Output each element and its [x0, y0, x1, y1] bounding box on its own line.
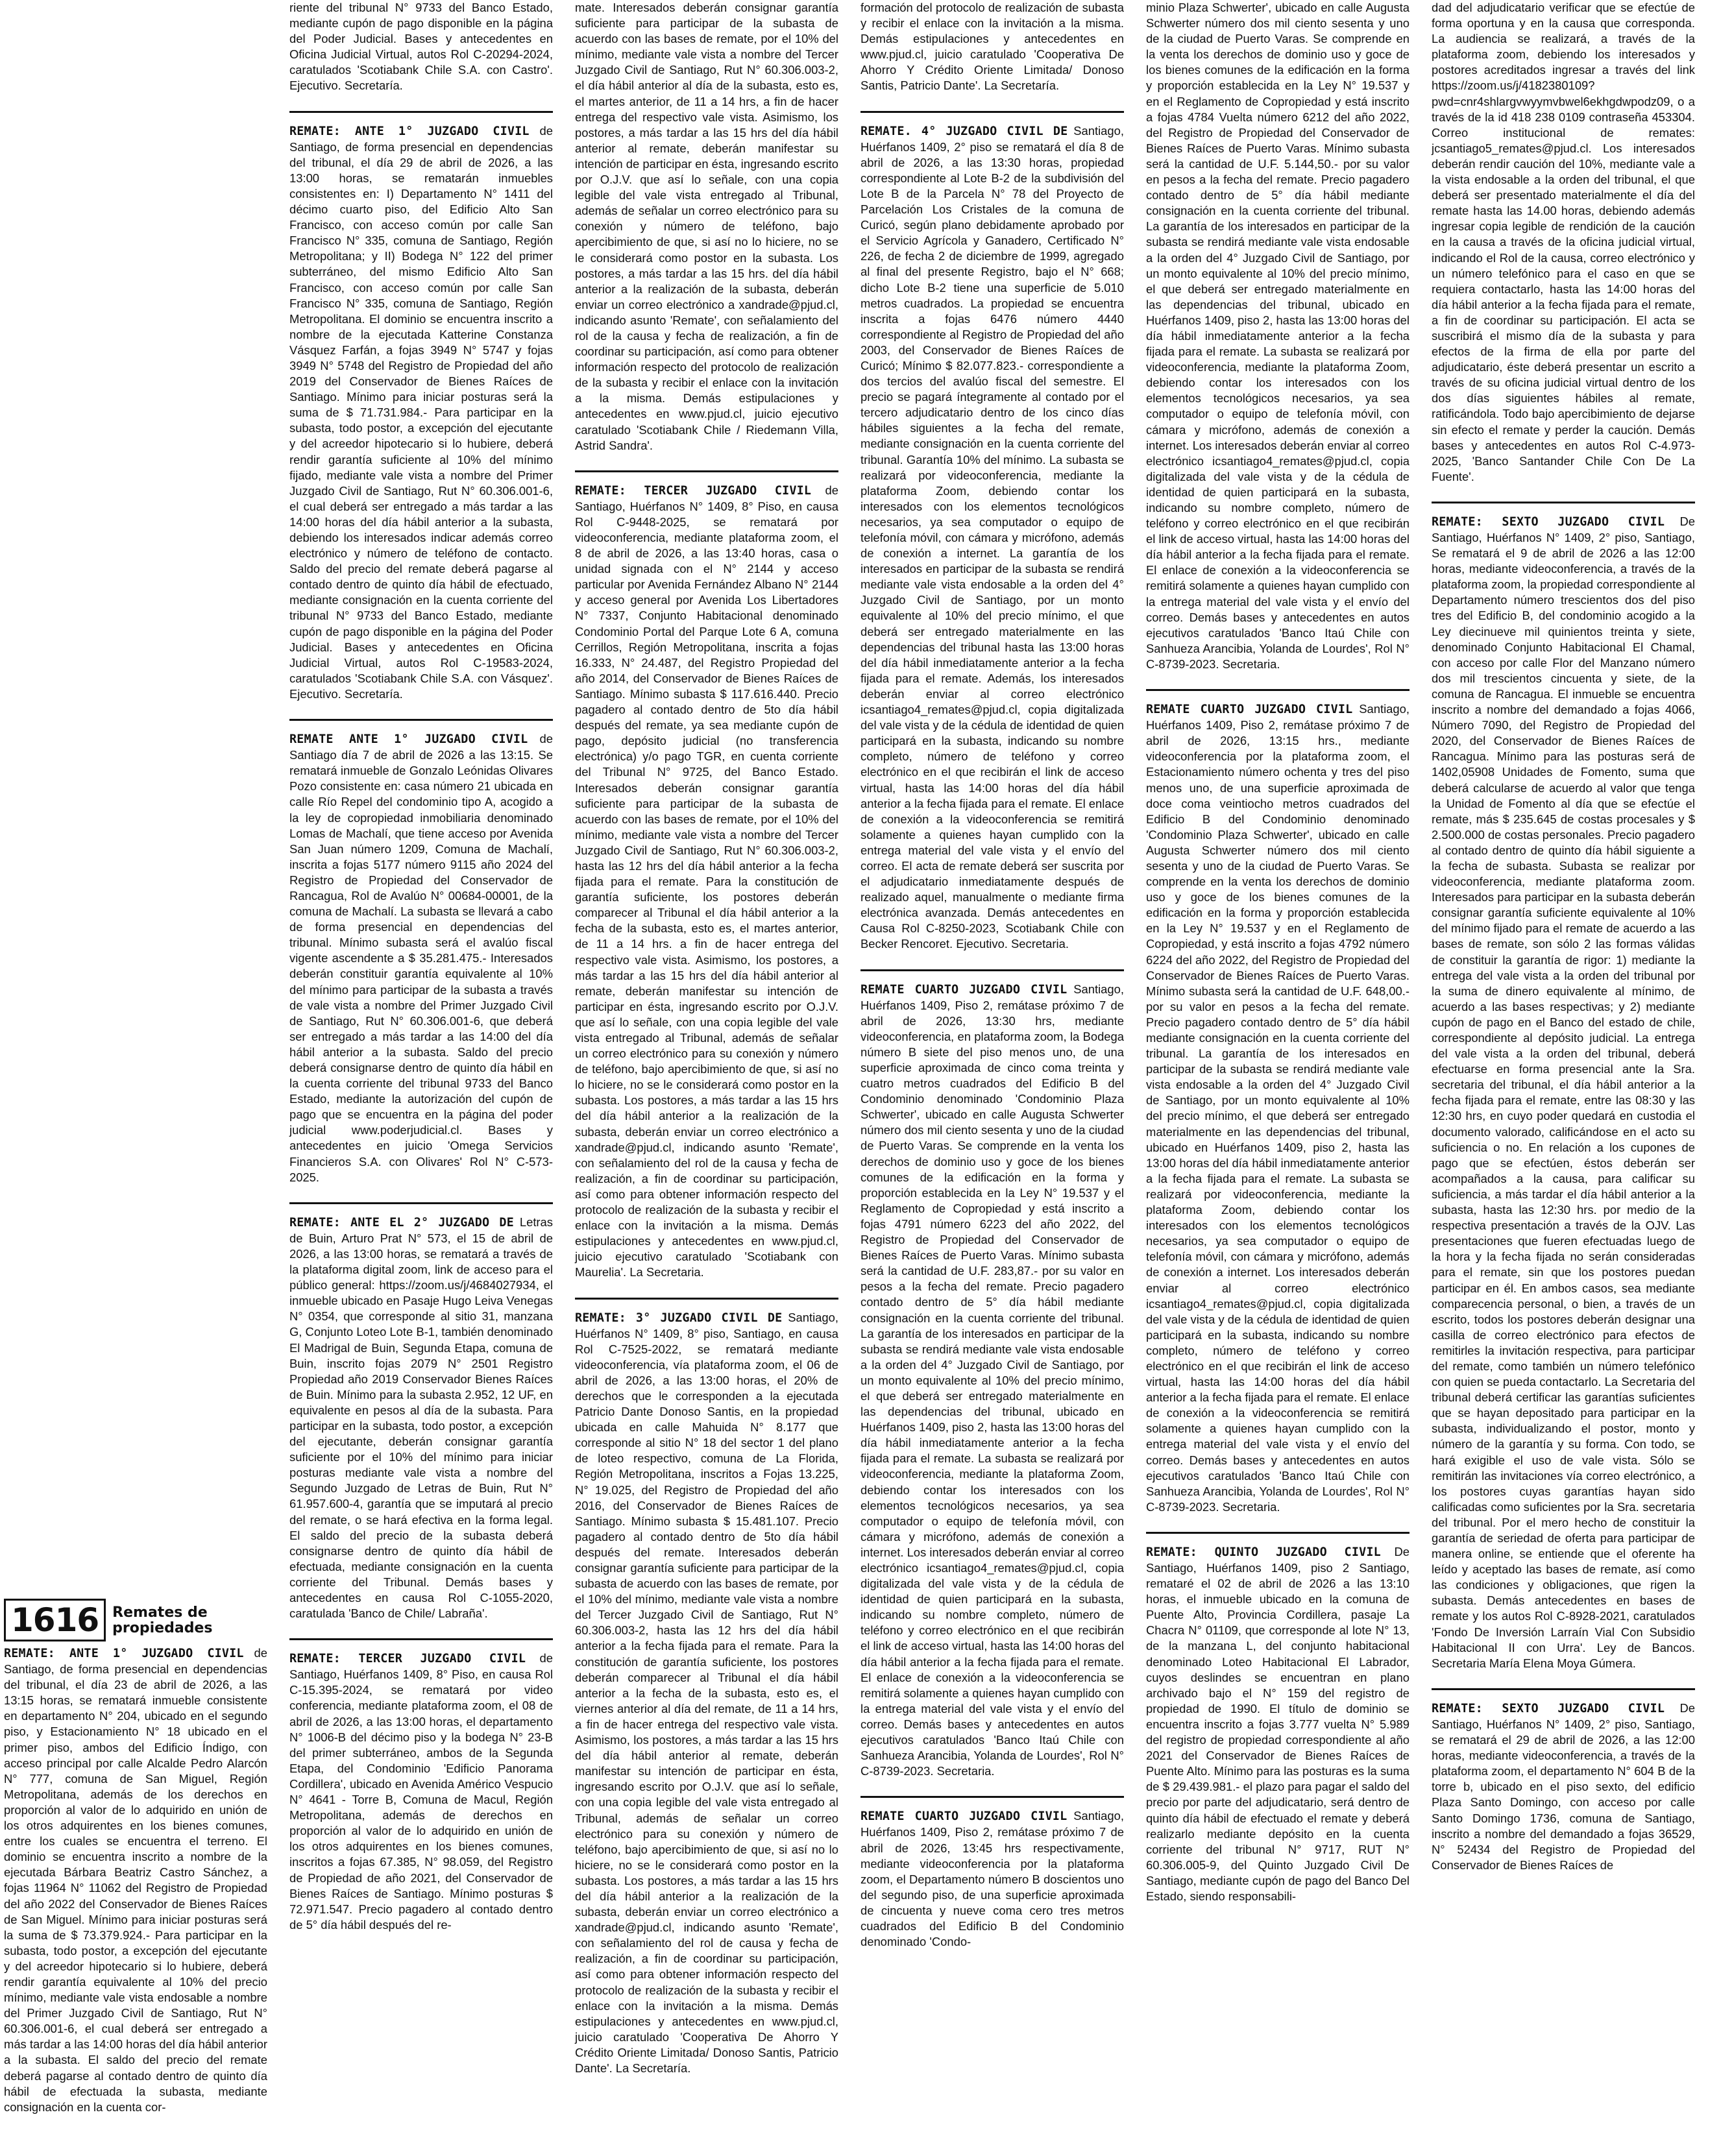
- notice-heading: REMATE: ANTE 1° JUZGADO CIVIL: [4, 1647, 244, 1660]
- notice-text: [860, 0, 1124, 94]
- section-label: Remates de propiedades: [112, 1605, 213, 1636]
- notice-body: Santiago, Huérfanos 1409, 2° piso se rematará el día 8 de abril de 2026, a las 13:30 horas, propiedad correspondiente al Lote B-2 de la subdivisión del Lote B de la Parcela N° 78 del Proyecto de Parcelación Los Cristales de la comuna de Curicó, según plano debidamente aprobado por el Servicio Agrícola y Ganadero, Certificado N° 226, de fecha 2 de diciembre de 1999, agregado al final del presente Registro, bajo el N° 668; dicho Lote B-2 tiene una superficie de 5.010 metros cuadrados. La propiedad se encuentra inscrita a fojas 6476 número 4440 correspondiente al Registro de Propiedad del año 2003, del Conservador de Bienes Raíces de Curicó; Mínimo $ 82.077.823.- correspondiente a dos tercios del avalúo fiscal del semestre. El precio se pagará íntegramente al contado por el tercero adjudicatario dentro de los cinco días hábiles siguientes a la fecha del remate, mediante consignación en la cuenta corriente del tribunal. Garantía 10% del mínimo. La subasta se realizará por videoconferencia, mediante la plataforma Zoom, debiendo contar los interesados con los elementos tecnológicos necesarios, ya sea computador o equipo de telefonía móvil, con cámara y micrófono, además de conexión a internet. La garantía de los interesados en participar de la subasta se rendirá mediante vale vista endosable a la orden del 4° Juzgado Civil de Santiago, por un monto equivalente al 10% del precio mínimo, el que deberá ser entregado materialmente en las dependencias del tribunal hasta las 13:00 horas del día hábil inmediatamente anterior a la fecha fijada para el remate. Además, los interesados deberán enviar al correo electrónico icsantiago4_remates@pjud.cl, copia digitalizada del vale vista y de la cédula de identidad de quien participará en la subasta, indicando su nombre completo, número de teléfono y correo electrónico en el que recibirán el link de acceso virtual, hasta las 14:00 horas del día hábil anterior a la fecha fijada para el remate. El enlace de conexión a la videoconferencia se remitirá solamente a quienes hayan cumplido con la entrega material del vale vista y el envío del correo. El acta de remate deberá ser suscrita por el adjudicatario inmediatamente después de realizado aquel, manualmente o mediante firma electrónica avanzada. Demás antecedentes en Causa Rol C-8250-2023, Scotiabank Chile con Becker Rencoret. Ejecutivo. Secretaria.: [860, 123, 1124, 951]
- auction-notice: [575, 1298, 838, 2077]
- auction-notice: [860, 969, 1124, 1780]
- notice-body: dad del adjudicatario verificar que se efectúe de forma oportuna y en la causa que corresponda. La audiencia se realizará, a través de la plataforma zoom, debiendo los interesados y postores acreditados ingresar a través del link https://zoom.us/j/4182380109?pwd=cnr4shlargvwyymvbwel6ekhgdwpodz09, o a través de la id 418 238 0109 contraseña 453304. Correo institucional de remates: jcsantiago5_remates@pjud.cl. Los interesados deberán rendir caución del 10%, mediante vale a la vista endosable a la orden del tribunal, el que deberá ser presentado materialmente el día del remate hasta las 14.00 horas, debiendo además ingresar copia legible de rendición de la caución en la causa a través de la oficina judicial virtual, indicando el Rol de la causa, correo electrónico y un número telefónico para el caso en que se requiera contactarlo, hasta las 14:00 horas del día hábil anterior a la fecha fijada para el remate, a fin de coordinar su participación. El acta se suscribirá el mismo día de la subasta y para efectos de la firma de ella por parte del adjudicatario, éste deberá presentar un escrito a través de su oficina judicial virtual dentro de los dos días siguientes hábiles al remate, ratificándola. Todo bajo apercibimiento de dejarse sin efecto el remate y perder la caución. Demás bases y antecedentes en autos Rol C-4.973-2025, 'Banco Santander Chile Con De La Fuente'.: [1432, 1, 1695, 483]
- notice-body: de Santiago, Huérfanos 1409, 8° Piso, en causa Rol C-15.395-2024, se rematará por video conferencia, mediante plataforma zoom, el 08 de abril de 2026, a las 13:00 horas, el departamento N° 1006-B del décimo piso y la bodega N° 23-B del primer subterráneo, ambos de la Segunda Etapa, del Condominio 'Edificio Panorama Cordillera', ubicado en Avenida Américo Vespucio N° 4641 - Torre B, Comuna de Macul, Región Metropolitana, además de derechos en proporción al valor de lo adquirido en unión de los otros adquirentes en los bienes comunes, inscritos a fojas 67.385, N° 98.059, del Registro de Propiedad de año 2021, del Conservador de Bienes Raíces de Santiago. Mínimo posturas $ 72.971.547. Precio pagadero al contado dentro de 5° día hábil después del re-: [289, 1651, 553, 1932]
- notice-divider: [1432, 1688, 1695, 1690]
- notice-text: [289, 1215, 553, 1621]
- auction-notice: [575, 0, 838, 454]
- notice-text: [289, 731, 553, 1185]
- auction-notice: [860, 111, 1124, 952]
- notice-body: Santiago, Huérfanos N° 1409, 8° piso, Santiago, en causa Rol C-7525-2022, se rematará mediante videoconferencia, vía plataforma zoom, el 06 de abril de 2026, a las 13:00 horas, el 20% de derechos que le corresponden a la ejecutada Patricio Dante Donoso Santis, en la propiedad ubicada en calle Mahuida N° 8.177 que corresponde al sitio N° 18 del sector 1 del plano de loteo respectivo, comuna de La Florida, Región Metropolitana, inscritos a Fojas 13.225, N° 19.025, del Registro de Propiedad del año 2016, del Conservador de Bienes Raíces de Santiago. Mínimo subasta $ 15.481.107. Precio pagadero al contado dentro de 5to día hábil después del remate. Interesados deberán consignar garantía suficiente para participar de la subasta de acuerdo con las bases de remate, por el 10% del mínimo, mediante vale vista a nombre del Tercer Juzgado Civil de Santiago, Rut N° 60.306.003-2, hasta las 12 hrs del día hábil anterior a la fecha fijada para el remate. Para la constitución de garantía suficiente, los postores deberán comparecer al Tribunal el día hábil anterior a la fecha de la subasta, esto es, el viernes anterior al día del remate, de 11 a 14 hrs, a fin de hacer entrega del respectivo vale vista. Asimismo, los postores, a más tardar a las 15 hrs del día hábil anterior al remate, deberán manifestar su intención de participar en ésta, ingresando escrito por O.J.V. que así lo señale, con una copia legible del vale vista entregado al Tribunal, además de señalar un correo electrónico para su conexión y número de teléfono, bajo apercibimiento de que, si así no lo hiciere, no se le considerará como postor en la subasta. Los postores, a más tardar a las 15 hrs del día hábil anterior a la realización de la subasta, deberán enviar un correo electrónico a xandrade@pjud.cl, indicando asunto 'Remate', con señalamiento del rol de causa y fecha de realización, a fin de coordinar su participación, así como para obtener información respecto del protocolo de realización de la subasta y recibir el enlace con la invitación a la misma. Demás estipulaciones y antecedentes en www.pjud.cl, juicio caratulado 'Cooperativa De Ahorro Y Crédito Oriente Limitada/ Donoso Santis, Patricio Dante'. La Secretaría.: [575, 1310, 838, 2075]
- column-4: [857, 0, 1128, 2156]
- notice-heading: REMATE CUARTO JUZGADO CIVIL: [1146, 703, 1353, 717]
- notice-body: riente del tribunal N° 9733 del Banco Estado, mediante cupón de pago disponible en la página del Poder Judicial. Bases y antecedentes en Oficina Judicial Virtual, autos Rol C-20294-2024, caratulados 'Scotiabank Chile S.A. con Castro'. Ejecutivo. Secretaría.: [289, 1, 553, 93]
- notice-body: De Santiago, Huérfanos 1409, piso 2 Santiago, remataré el 02 de abril de 2026 a las 13:10 horas, el inmueble ubicado en la comuna de Puente Alto, Provincia Cordillera, pasaje La Chacra N° 01109, que corresponde al lote N° 13, de la manzana L, del conjunto habitacional denominado Loteo Habitacional El Labrador, cuyos deslindes se encuentran en plano archivado bajo el N° 159 del registro de propiedad de 1990. El título de dominio se encuentra inscrito a fojas 3.777 vuelta N° 5.989 del registro de propiedad correspondiente al año 2021 del Conservador de Bienes Raíces de Puente Alto. Mínimo para las posturas es la suma de $ 29.439.981.- el plazo para pagar el saldo del precio por parte del adjudicatario, será dentro de quinto día hábil de efectuado el remate y deberá realizarlo mediante depósito en la cuenta corriente del tribunal N° 9717, RUT N° 60.306.005-9, del Quinto Juzgado Civil De Santiago, mediante cupón de pago del Banco Del Estado, siendo responsabili-: [1146, 1544, 1410, 1903]
- notice-divider: [860, 111, 1124, 113]
- notice-divider: [860, 969, 1124, 971]
- notice-body: de Santiago, de forma presencial en dependencias del tribunal, el día 23 de abril de 2026, a las 13:15 horas, se rematará inmueble consistente en departamento N° 204, ubicado en el segundo piso, y Estacionamiento N° 18 ubicado en el primer piso, ambos del Edificio Índigo, con acceso principal por calle Alcalde Pedro Alarcón N° 777, comuna de San Miguel, Región Metropolitana, además de los derechos en proporción al valor de lo adquirido en unión de los otros adquirentes en los bienes comunes, entre los cuales se encuentra el terreno. El dominio se encuentra inscrito a nombre de la ejecutada Bárbara Beatriz Castro Sánchez, a fojas 11964 N° 11062 del Registro de Propiedad del año 2022 del Conservador de Bienes Raíces de San Miguel. Mínimo para iniciar posturas será la suma de $ 73.379.924.- Para participar en la subasta, todo postor, a excepción del ejecutante y del acreedor hipotecario si lo hubiere, deberá rendir garantía equivalente al 10% del precio mínimo, mediante vale vista endosable a nombre del Primer Juzgado Civil de Santiago, Rut N° 60.306.001-6, el cual deberá ser entregado a más tardar a las 14:00 horas del día hábil anterior a la subasta. El saldo del precio del remate deberá pagarse al contado dentro de quinto día hábil de efectuada la subasta, mediante consignación en la cuenta cor-: [4, 1646, 267, 2114]
- notice-heading: REMATE ANTE 1° JUZGADO CIVIL: [289, 733, 528, 747]
- auction-notice: [860, 0, 1124, 94]
- notice-body: de Santiago, de forma presencial en dependencias del tribunal, el día 29 de abril de 2026, a las 13:00 horas, se rematarán inmuebles consistentes en: I) Departamento N° 1411 del décimo cuarto piso, del Edificio Alto San Francisco, con acceso común por calle San Francisco N° 335, comuna de Santiago, Región Metropolitana; y II) Bodega N° 122 del primer subterráneo, del mismo Edificio Alto San Francisco, con acceso común por calle San Francisco N° 335, comuna de Santiago, Región Metropolitana. El dominio se encuentra inscrito a nombre de la ejecutada Katterine Constanza Vásquez Farfán, a fojas 3949 N° 5747 y fojas 3949 N° 5748 del Registro de Propiedad del año 2019 del Conservador de Bienes Raíces de Santiago. Mínimo para iniciar posturas será la suma de $ 71.731.984.- Para participar en la subasta, todo postor, a excepción del ejecutante y del acreedor hipotecario si lo hubiere, deberá rendir garantía suficiente al 10% del mínimo fijado, mediante vale vista a nombre del Primer Juzgado Civil de Santiago, Rut N° 60.306.001-6, el cual deberá ser entregado a más tardar a las 14:00 horas del día hábil anterior a la subasta, debiendo los interesados indicar además correo electrónico y número de teléfono de contacto. Saldo del precio del remate deberá pagarse al contado dentro de quinto día hábil de efectuado, mediante consignación en la cuenta corriente del tribunal N° 9733 del Banco Estado, mediante cupón de pago disponible en la página del Poder Judicial. Bases y antecedentes en Oficina Judicial Virtual, autos Rol C-19583-2024, caratulados 'Scotiabank Chile S.A. con Vásquez'. Ejecutivo. Secretaría.: [289, 123, 553, 701]
- section-header: [0, 1583, 271, 1641]
- notice-text: [575, 0, 838, 454]
- notice-heading: REMATE CUARTO JUZGADO CIVIL: [860, 1810, 1068, 1824]
- notice-divider: [575, 470, 838, 472]
- notice-text: [860, 123, 1124, 952]
- notice-text: [1146, 1544, 1410, 1904]
- notice-text: [860, 1808, 1124, 1950]
- auction-notice: [1146, 1532, 1410, 1904]
- notice-divider: [289, 111, 553, 113]
- column-3: [571, 0, 842, 2156]
- auction-notice: [289, 719, 553, 1185]
- auction-notice: [289, 0, 553, 94]
- notice-body: de Santiago día 7 de abril de 2026 a las 13:15. Se rematará inmueble de Gonzalo Leónidas Olivares Pozo consistente en: casa número 21 ubicada en calle Río Repel del condominio tipo A, acogido a la ley de copropiedad inmobiliaria denominado Lomas de Machalí, que tiene acceso por Avenida San Juan número 1209, Comuna de Machalí, inscrita a fojas 5177 número 9115 año 2024 del Registro de Propiedad del Conservador de Rancagua, Rol de Avalúo N° 00684-00001, de la comuna de Machalí. La subasta se llevará a cabo de forma presencial en dependencias del tribunal. Mínimo subasta será el avalúo fiscal vigente ascendente a $ 35.281.475.- Interesados deberán constituir garantía equivalente al 10% del mínimo para participar de la subasta a través de vale vista a nombre del Primer Juzgado Civil de Santiago, Rut N° 60.306.001-6, que deberá ser entregado a más tardar a las 14:00 del día hábil anterior a la subasta. Saldo del precio deberá consignarse dentro de quinto día hábil en la cuenta corriente del tribunal 9733 del Banco Estado, mediante la autorización del cupón de pago que se encuentra en la página del poder judicial www.poderjudicial.cl. Bases y antecedentes en juicio 'Omega Servicios Financieros S.A. con Olivares' Rol N° C-573-2025.: [289, 732, 553, 1184]
- notice-heading: REMATE. 4° JUZGADO CIVIL DE: [860, 124, 1068, 138]
- notice-text: [289, 1651, 553, 1933]
- notice-divider: [289, 1202, 553, 1204]
- notice-text: [289, 123, 553, 702]
- notice-text: [575, 1310, 838, 2077]
- notice-body: mate. Interesados deberán consignar garantía suficiente para participar de la subasta de acuerdo con las bases de remate, por el 10% del mínimo, mediante vale vista a nombre del Tercer Juzgado Civil de Santiago, Rut N° 60.306.003-2, el día hábil anterior al día de la subasta, esto es, el martes anterior, de 11 a 14 hrs, a fin de hacer entrega del respectivo vale vista. Asimismo, los postores, a más tardar a las 15 hrs del día hábil anterior al remate, deberán manifestar su intención de participar en ésta, ingresando escrito por O.J.V. que así lo señale, con una copia legible del vale vista entregado al Tribunal, además de señalar un correo electrónico para su conexión y número de teléfono, bajo apercibimiento de que, si así no lo hiciere, no se le considerará como postor en la subasta. Los postores, a más tardar a las 15 hrs. del día hábil anterior a la realización de la subasta, deberán enviar un correo electrónico a xandrade@pjud.cl, indicando asunto 'Remate', con señalamiento del rol de la causa y fecha de realización, a fin de coordinar su participación, así como para obtener información respecto del protocolo de realización de la subasta y recibir el enlace con la invitación a la misma. Demás estipulaciones y antecedentes en www.pjud.cl, juicio ejecutivo caratulado 'Scotiabank Chile / Riedemann Villa, Astrid Sandra'.: [575, 1, 838, 452]
- auction-notice: [289, 1202, 553, 1621]
- auction-notice: [1146, 689, 1410, 1515]
- notice-text: [1146, 0, 1410, 672]
- notice-text: [1432, 0, 1695, 485]
- notice-body: minio Plaza Schwerter', ubicado en calle Augusta Schwerter número dos mil ciento sesenta y uno de la ciudad de Puerto Varas. Se comprende en la venta los derechos de dominio uso y goce de los bienes comunes de la edificación en la forma y proporción establecida en la Ley N° 19.537 y en el Reglamento de Copropiedad y está inscrito a fojas 4784 Vuelta número 6212 del año 2022, del Registro de Propiedad del Conservador de Bienes Raíces de Puerto Varas. Mínimo subasta será la cantidad de U.F. 5.144,50.- por su valor en pesos a la fecha del remate. Precio pagadero contado dentro de 5° día hábil mediante consignación en la cuenta corriente del tribunal. La garantía de los interesados en participar de la subasta se rendirá mediante vale vista endosable a la orden del 4° Juzgado Civil de Santiago, por un monto equivalente al 10% del precio mínimo, el que deberá ser entregado materialmente en las dependencias del tribunal, ubicado en Huérfanos 1409, piso 2, hasta las 13:00 horas del día hábil inmediatamente anterior a la fecha fijada para el remate. La subasta se realizará por videoconferencia, mediante la plataforma Zoom, debiendo contar los interesados con los elementos tecnológicos necesarios, ya sea computador o equipo de telefonía móvil, con cámara y micrófono, además de conexión a internet. Los interesados deberán enviar al correo electrónico icsantiago4_remates@pjud.cl, copia digitalizada del vale vista y de la cédula de identidad de quien participará en la subasta, indicando su nombre completo, número de teléfono y correo electrónico en el que recibirán el link de acceso virtual, hasta las 14:00 horas del día hábil anterior a la fecha fijada para el remate. El enlace de conexión a la videoconferencia se remitirá solamente a quienes hayan cumplido con la entrega material del vale vista y el envío del correo. Demás bases y antecedentes en autos ejecutivos caratulados 'Banco Itaú Chile con Sanhueza Arancibia, Yolanda de Lourdes', Rol N° C-8739-2023. Secretaria.: [1146, 1, 1410, 671]
- notice-divider: [860, 1796, 1124, 1798]
- notice-divider: [289, 1638, 553, 1640]
- column-6: [1428, 0, 1699, 2156]
- notice-body: De Santiago, Huérfanos N° 1409, 2° piso, Santiago, Se rematará el 9 de abril de 2026 a las 12:00 horas, mediante videoconferencia, a través de la plataforma zoom, la propiedad correspondiente al Departamento número trescientos dos del piso tres del Edificio B, del condominio acogido a la Ley diecinueve mil quinientos treinta y siete, denominado Conjunto Habitacional El Chamal, con acceso por calle Flor del Manzano número dos mil trescientos cincuenta y siete, de la comuna de Rancagua. El inmueble se encuentra inscrito a nombre del demandado a fojas 4066, Número 7090, del Registro de Propiedad del 2020, del Conservador de Bienes Raíces de Rancagua. Mínimo para las posturas será de 1402,05908 Unidades de Fomento, suma que deberá calcularse de acuerdo al valor que tenga la Unidad de Fomento al día que se efectúe el remate, más $ 235.645 de costas procesales y $ 2.500.000 de costas personales. Precio pagadero al contado dentro de quinto día hábil siguiente a la fecha de subasta. Subasta se realizar por videoconferencia, mediante plataforma zoom. Interesados para participar en la subasta deberán consignar garantía suficiente equivalente al 10% del mínimo fijado para el remate de acuerdo a las bases de remate, son sólo 2 las formas válidas de constituir la garantía de rigor: 1) mediante la entrega del vale vista a la orden del tribunal por la suma de dinero equivalente al mínimo, de acuerdo a las bases respectivas; y 2) mediante cupón de pago en el Banco del estado de chile, correspondiente al depósito judicial. La entrega del vale vista a la orden del tribunal, deberá efectuarse en forma presencial ante la Sra. secretaria del tribunal, el día hábil anterior a la fecha fijada para el remate, entre las 08:30 y las 12:30 hrs, en cuyo poder quedará en custodia el documento valorado, calificándose en el acto su suficiencia o no. En relación a los cupones de pago que se efectúen, éstos deberán ser acompañados a la causa, para calificar su suficiencia, a más tardar el día hábil anterior a la subasta, hasta las 12:30 hrs. por medio de la respectiva presentación a través de la OJV. Las presentaciones que fueren efectuadas luego de la hora y la fecha fijada no serán consideradas para el remate, sin que los postores puedan participar en él. En ambos casos, sea mediante comparecencia personal, o bien, a través de un escrito, todos los postores deberán designar una casilla de correo electrónico para efectos de remitirles la invitación respectiva, para participar del remate, como también un número telefónico con quien se pueda contactarlo. La Secretaria del tribunal deberá certificar las garantías suficientes que se hayan depositado para participar en la subasta, individualizando el postor, monto y número de la garantía y su forma. Con todo, se hará exigible el uso de vale vista. Sólo se remitirán las invitaciones vía correo electrónico, a los postores cuyas garantías hayan sido calificadas como suficientes por la Sra. secretaria del tribunal. Por el mero hecho de constituir la garantía de seriedad de oferta para participar de manera online, se entiende que el oferente ha leído y aceptado las bases de remate, así como las condiciones y obligaciones, que rigen la subasta. Demás antecedentes en bases de remate y los autos Rol C-8928-2021, caratulados 'Fondo De Inversión Larraín Vial Con Subsidio Habitacional II con Urra'. Ley de Bancos. Secretaria María Elena Moya Gúmera.: [1432, 514, 1695, 1670]
- auction-notice: [1432, 502, 1695, 1671]
- notice-heading: REMATE: TERCER JUZGADO CIVIL: [289, 1652, 526, 1666]
- notice-heading: REMATE: SEXTO JUZGADO CIVIL: [1432, 515, 1665, 529]
- notice-heading: REMATE: SEXTO JUZGADO CIVIL: [1432, 1701, 1665, 1715]
- column-1: [0, 0, 271, 2156]
- notice-text: [4, 1645, 267, 2115]
- notice-body: Santiago, Huérfanos 1409, Piso 2, remátase próximo 7 de abril de 2026, 13:30 hrs, mediante videoconferencia, en plataforma zoom, la Bodega número B siete del piso menos uno, de una superficie aproximada de cinco coma treinta y cuatro metros cuadrados del Edificio B del Condominio denominado 'Condominio Plaza Schwerter', ubicado en calle Augusta Schwerter número dos mil ciento sesenta y uno de la ciudad de Puerto Varas. Se comprende en la venta los derechos de dominio uso y goce de los bienes comunes de la edificación en la forma y proporción establecida en la Ley N° 19.537 y el Reglamento de Copropiedad y está inscrito a fojas 4791 número 6223 del año 2022, del Registro de Propiedad del Conservador de Bienes Raíces de Puerto Varas. Mínimo subasta será la cantidad de U.F. 283,87.- por su valor en pesos a la fecha del remate. Precio pagadero contado dentro de 5° día hábil mediante consignación en la cuenta corriente del tribunal. La garantía de los interesados en participar de la subasta se rendirá mediante vale vista endosable a la orden del 4° Juzgado Civil de Santiago, por un monto equivalente al 10% del precio mínimo, el que deberá ser entregado materialmente en las dependencias del tribunal, ubicado en Huérfanos 1409, piso 2, hasta las 13:00 horas del día hábil inmediatamente anterior a la fecha fijada para el remate. La subasta se realizará por videoconferencia, mediante la plataforma Zoom, debiendo contar los interesados con los elementos tecnológicos necesarios, ya sea computador o equipo de telefonía móvil, con cámara y micrófono, además de conexión a internet. Los interesados deberán enviar al correo electrónico icsantiago4_remates@pjud.cl, copia digitalizada del vale vista y de la cédula de identidad de quien participará en la subasta, indicando su nombre completo, número de teléfono y correo electrónico en el que recibirán el link de acceso virtual, hasta las 14:00 horas del día hábil anterior a la fecha fijada para el remate. El enlace de conexión a la videoconferencia se remitirá solamente a quienes hayan cumplido con la entrega material del vale vista y el envío del correo. Demás bases y antecedentes en autos ejecutivos caratulados 'Banco Itaú Chile con Sanhueza Arancibia, Yolanda de Lourdes', Rol N° C-8739-2023. Secretaria.: [860, 982, 1124, 1778]
- auction-notice: [1432, 1688, 1695, 1873]
- notice-text: [1432, 514, 1695, 1671]
- notice-body: de Santiago, Huérfanos N° 1409, 8° Piso, en causa Rol C-9448-2025, se rematará por videoconferencia, mediante plataforma zoom, el 8 de abril de 2026, a las 13:40 horas, casa o unidad signada con el N° 2144 y acceso particular por Avenida Fernández Albano N° 2144 y acceso general por Avenida Los Libertadores N° 7337, Conjunto Habitacional denominado Condominio Portal del Parque Lote 6 A, comuna Cerrillos, Región Metropolitana, inscrita a fojas 16.333, N° 24.487, del Registro Propiedad del año 2014, del Conservador de Bienes Raíces de Santiago. Mínimo subasta $ 117.616.440. Precio pagadero al contado dentro de 5to día hábil después del remate, ya sea mediante cupón de pago, depósito judicial (no transferencia electrónica) y/o pago TGR, en cuenta corriente del Tribunal N° 9725, del Banco Estado. Interesados deberán consignar garantía suficiente para participar de la subasta de acuerdo con las bases de remate, por el 10% del mínimo, mediante vale vista a nombre del Tercer Juzgado Civil de Santiago, Rut N° 60.306.003-2, hasta las 12 hrs del día hábil anterior a la fecha fijada para el remate. Para la constitución de garantía suficiente, los postores deberán comparecer al Tribunal el día hábil anterior a la fecha de la subasta, esto es, el martes anterior, de 11 a 14 hrs. a fin de hacer entrega del respectivo vale vista. Asimismo, los postores, a más tardar a las 15 hrs del día hábil anterior al remate, deberán manifestar su intención de participar en ésta, ingresando escrito por O.J.V. que así lo señale, con una copia legible del vale vista entregado al Tribunal, además de señalar un correo electrónico para su conexión y número de teléfono, bajo apercibimiento de que, si así no lo hiciere, no se le considerará como postor en la subasta. Los postores, a más tardar a las 15 hrs del día hábil anterior a la realización de la subasta, deberán enviar un correo electrónico a xandrade@pjud.cl, indicando asunto 'Remate', con señalamiento del rol de la causa y fecha de realización, a fin de coordinar su participación, así como para obtener información respecto del protocolo de realización de la subasta y recibir el enlace con la invitación a la misma. Demás estipulaciones y antecedentes en www.pjud.cl, juicio ejecutivo caratulado 'Scotiabank con Maurelia'. La Secretaria.: [575, 483, 838, 1279]
- column-5: [1142, 0, 1413, 2156]
- auction-notice: [575, 470, 838, 1281]
- notice-heading: REMATE: ANTE 1° JUZGADO CIVIL: [289, 124, 530, 138]
- auction-notice: [1432, 0, 1695, 485]
- notice-body: Letras de Buin, Arturo Prat N° 573, el 15 de abril de 2026, a las 13:00 horas, se rematará a través de la plataforma digital zoom, link de acceso para el público general: https://zoom.us/j/4684027934, el inmueble ubicado en Pasaje Hugo Leiva Venegas N° 0354, que corresponde al sitio 31, manzana G, Conjunto Loteo Lote B-1, también denominado El Madrigal de Buin, Segunda Etapa, comuna de Buin, inscrito fojas 2079 N° 2501 Registro Propiedad año 2019 Conservador Bienes Raíces de Buin. Mínimo para la subasta 2.952, 12 UF, en equivalente en pesos al día de la subasta. Para participar en la subasta, todo postor, a excepción del ejecutante, deberán consignar garantía suficiente por el 10% del mínimo para iniciar posturas mediante vale vista a nombre del Segundo Juzgado de Letras de Buin, Rut N° 61.957.600-4, garantía que se imputará al precio del remate, o se hará efectiva en la forma legal. El saldo del precio de la subasta deberá consignarse dentro de quinto día hábil de efectuada, mediante consignación en la cuenta corriente del Tribunal. Demás bases y antecedentes en causa Rol C-1055-2020, caratulada 'Banco de Chile/ Labraña'.: [289, 1215, 553, 1621]
- notice-body: Santiago, Huérfanos 1409, Piso 2, remátase próximo 7 de abril de 2026, 13:15 hrs., mediante videoconferencia por la plataforma zoom, el Estacionamiento número ochenta y tres del piso menos uno, de una superficie aproximada de doce coma veintiocho metros cuadrados del Edificio B del Condominio denominado 'Condominio Plaza Schwerter', ubicado en calle Augusta Schwerter número dos mil ciento sesenta y uno de la ciudad de Puerto Varas. Se comprende en la venta los derechos de dominio uso y goce de los bienes comunes de la edificación en la forma y proporción establecida en la Ley N° 19.537 y en el Reglamento de Copropiedad, y está inscrito a fojas 4792 número 6224 del año 2022, del Registro de Propiedad del Conservador de Bienes Raíces de Puerto Varas. Mínimo subasta será la cantidad de U.F. 648,00.- por su valor en pesos a la fecha del remate. Precio pagadero contado dentro de 5° día hábil mediante consignación en la cuenta corriente del tribunal. La garantía de los interesados en participar de la subasta se rendirá mediante vale vista endosable a la orden del 4° Juzgado Civil de Santiago, por un monto equivalente al 10% del precio mínimo, el que deberá ser entregado materialmente en las dependencias del tribunal, ubicado en Huérfanos 1409, piso 2, hasta las 13:00 horas del día hábil inmediatamente anterior a la fecha fijada para el remate. La subasta se realizará por videoconferencia, mediante la plataforma Zoom, debiendo contar los interesados con los elementos tecnológicos necesarios, ya sea computador o equipo de telefonía móvil, con cámara y micrófono, además de conexión a internet. Los interesados deberán enviar al correo electrónico icsantiago4_remates@pjud.cl, copia digitalizada del vale vista y de la cédula de identidad de quien participará en la subasta, indicando su nombre completo, número de teléfono y correo electrónico en el que recibirán el link de acceso virtual, hasta las 14:00 horas del día hábil anterior a la fecha fijada para el remate. El enlace de conexión a la videoconferencia se remitirá solamente a quienes hayan cumplido con la entrega material del vale vista y el envío del correo. Demás bases y antecedentes en autos ejecutivos caratulados 'Banco Itaú Chile con Sanhueza Arancibia, Yolanda de Lourdes', Rol N° C-8739-2023. Secretaria.: [1146, 702, 1410, 1514]
- auction-notice: [860, 1796, 1124, 1950]
- notice-text: [575, 483, 838, 1281]
- notice-text: [860, 982, 1124, 1780]
- notice-body: Santiago, Huérfanos 1409, Piso 2, remátase próximo 7 de abril de 2026, 13:45 hrs respectivamente, mediante videoconferencia por la plataforma zoom, el Departamento número B doscientos uno del segundo piso, de una superficie aproximada de cincuenta y nueve coma cero tres metros cuadrados del Edificio B del Condominio denominado 'Condo-: [860, 1809, 1124, 1949]
- column-2: [286, 0, 557, 2156]
- notice-text: [1146, 701, 1410, 1515]
- notice-heading: REMATE: 3° JUZGADO CIVIL DE: [575, 1311, 783, 1325]
- notice-heading: REMATE: TERCER JUZGADO CIVIL: [575, 483, 812, 498]
- notice-body: De Santiago, Huérfanos N° 1409, 2° piso, Santiago, se rematará el 29 de abril de 2026, a las 12:00 horas, mediante videoconferencia, a través de la plataforma zoom, el departamento N° 604 B de la torre b, ubicado en el piso sexto, del edificio Plaza Santo Domingo, con acceso por calle Santo Domingo 1736, comuna de Santiago, inscrito a nombre del demandado a fojas 36529, N° 52434 del Registro de Propiedad del Conservador de Bienes Raíces de: [1432, 1701, 1695, 1872]
- notice-text: [1432, 1701, 1695, 1873]
- auction-notice: [289, 1638, 553, 1933]
- notice-divider: [289, 719, 553, 721]
- notice-text: [289, 0, 553, 94]
- notice-divider: [1146, 1532, 1410, 1534]
- notice-divider: [1432, 502, 1695, 503]
- notice-heading: REMATE: ANTE EL 2° JUZGADO DE: [289, 1215, 514, 1229]
- page-number: 1616: [4, 1599, 106, 1641]
- notice-divider: [575, 1298, 838, 1300]
- auction-notice: [289, 111, 553, 702]
- notice-heading: REMATE: QUINTO JUZGADO CIVIL: [1146, 1545, 1381, 1559]
- auction-notice: [4, 1645, 267, 2115]
- notice-body: formación del protocolo de realización de subasta y recibir el enlace con la invitación a la misma. Demás estipulaciones y antecedentes en www.pjud.cl, juicio caratulado 'Cooperativa De Ahorro Y Crédito Oriente Limitada/ Donoso Santis, Patricio Dante'. La Secretaría.: [860, 1, 1124, 93]
- auction-notice: [1146, 0, 1410, 672]
- notice-divider: [1146, 689, 1410, 691]
- notice-heading: REMATE CUARTO JUZGADO CIVIL: [860, 982, 1068, 997]
